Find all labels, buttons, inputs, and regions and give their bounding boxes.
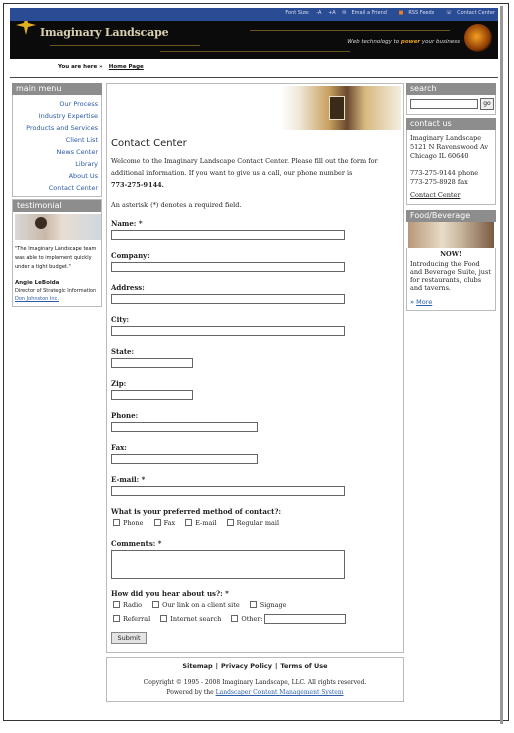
name-input[interactable] — [111, 230, 345, 240]
food-text: Introducing the Food and Beverage Suite, just for restaurants, clubs and taverns. — [410, 260, 491, 292]
footer-links: Sitemap | Privacy Policy | Terms of Use — [182, 662, 328, 670]
required-note: An asterisk (*) denotes a required field. — [111, 201, 242, 209]
font-increase-link[interactable]: +A — [328, 10, 336, 16]
address-input[interactable] — [111, 294, 345, 304]
search-box — [406, 95, 496, 115]
option-label: Regular mail — [236, 519, 280, 527]
footer-terms-link[interactable]: Terms of Use — [280, 662, 328, 670]
option-label: Referral — [123, 615, 151, 623]
phone-label: Phone: — [111, 411, 139, 420]
option-label: Fax — [163, 519, 176, 527]
tagline-bold: power — [400, 39, 421, 45]
contact-method-mail[interactable] — [227, 519, 279, 527]
contact-method-email[interactable] — [185, 519, 216, 527]
option-label: Internet search — [170, 615, 222, 623]
building-door — [329, 96, 345, 120]
contact-method-options — [113, 519, 287, 527]
testimonial-photo — [15, 214, 101, 240]
rss-link[interactable] — [394, 10, 435, 16]
font-decrease-link[interactable]: -A — [316, 10, 322, 16]
comments-label: Comments: * — [111, 539, 162, 548]
comments-textarea[interactable] — [111, 550, 345, 579]
food-box — [406, 248, 496, 311]
food-title: Food/Beverage — [406, 210, 496, 222]
circuit-line — [250, 30, 450, 31]
contact-method-label: What is your preferred method of contact?: — [111, 507, 282, 516]
contact-phone: 773-275-9144 phone — [410, 169, 479, 177]
menu-item-contact-center[interactable]: Contact Center — [48, 184, 98, 192]
contact-us-title: contact us — [406, 118, 496, 130]
menu-item-about-us[interactable]: About Us — [68, 172, 98, 180]
main-menu-title: main menu — [12, 83, 102, 95]
right-sidebar — [406, 83, 496, 311]
zip-label: Zip: — [111, 379, 127, 388]
intro-text — [111, 155, 399, 191]
contact-street: 5121 N Ravenswood Av — [410, 143, 489, 151]
option-label: Radio — [123, 601, 143, 609]
checkbox[interactable] — [113, 615, 120, 622]
rss-label: RSS Feeds — [408, 10, 435, 16]
hear-signage[interactable] — [250, 601, 287, 609]
copyright: Copyright © 1995 - 2008 Imaginary Landscape, LLC. All rights reserved. — [143, 679, 367, 686]
food-now: NOW! — [440, 250, 462, 258]
testimonial-name: Angie LeBoida — [15, 280, 60, 286]
hear-about-row-1 — [113, 601, 295, 609]
contact-method-fax[interactable] — [154, 519, 176, 527]
city-input[interactable] — [111, 326, 345, 336]
font-size-label: Font Size: — [285, 10, 310, 16]
utility-tools — [280, 10, 495, 16]
checkbox[interactable] — [154, 519, 161, 526]
footer — [106, 657, 404, 702]
rss-icon: ■ — [398, 10, 404, 16]
checkbox[interactable] — [227, 519, 234, 526]
tagline — [347, 39, 460, 45]
company-input[interactable] — [111, 262, 345, 272]
menu-item-industry-expertise[interactable]: Industry Expertise — [38, 112, 98, 120]
checkbox[interactable] — [231, 615, 238, 622]
page-title: Contact Center — [111, 138, 187, 149]
left-sidebar — [12, 83, 102, 307]
option-label: Other: — [241, 615, 263, 623]
testimonial-title: testimonial — [13, 200, 101, 212]
logo-orb-icon — [464, 24, 492, 52]
option-label: Our link on a client site — [162, 601, 240, 609]
name-label: Name: * — [111, 219, 143, 228]
menu-item-library[interactable]: Library — [75, 160, 98, 168]
contact-center-link[interactable]: Contact Center — [410, 191, 461, 199]
search-input[interactable] — [410, 99, 478, 109]
page-shadow — [500, 6, 503, 724]
contact-center-top-label: Contact Center — [457, 10, 495, 16]
hear-client-site[interactable] — [152, 601, 240, 609]
intro-phone: 773-275-9144. — [111, 181, 164, 189]
menu-item-our-process[interactable]: Our Process — [59, 100, 98, 108]
chat-icon: ☏ — [445, 10, 453, 16]
tagline-pre: Web technology to — [347, 39, 400, 45]
breadcrumb-home-link[interactable]: Home Page — [108, 64, 144, 70]
breadcrumb — [58, 64, 144, 70]
testimonial-company-link[interactable]: Don Johnston Inc. — [15, 296, 59, 302]
state-input[interactable] — [111, 358, 193, 368]
main-content — [106, 83, 404, 653]
hear-referral[interactable] — [113, 615, 150, 623]
header-photo — [281, 86, 401, 130]
testimonial-quote: "The Imaginary Landscape team was able to implement quickly under a tight budget." — [15, 246, 97, 270]
cms-link[interactable]: Landscaper Content Management System — [215, 689, 344, 696]
checkbox[interactable] — [113, 519, 120, 526]
company-label: Company: — [111, 251, 150, 260]
fax-input[interactable] — [111, 454, 258, 464]
powered-by-label: Powered by the — [166, 689, 214, 696]
circuit-line — [50, 45, 200, 46]
submit-button[interactable]: Submit — [111, 632, 147, 644]
site-logo[interactable]: Imaginary Landscape — [40, 26, 169, 39]
checkbox[interactable] — [185, 519, 192, 526]
email-friend-link[interactable]: ✉ Email a Friend — [342, 10, 387, 16]
hear-other[interactable] — [231, 615, 345, 623]
option-label: Phone — [123, 519, 144, 527]
city-label: City: — [111, 315, 130, 324]
checkbox[interactable] — [113, 601, 120, 608]
food-image — [408, 222, 494, 248]
contact-company: Imaginary Landscape — [410, 134, 482, 142]
contact-us-box — [406, 130, 496, 205]
phone-input[interactable] — [111, 422, 258, 432]
footer-sitemap-link[interactable]: Sitemap — [182, 662, 213, 670]
food-more-link[interactable]: More — [416, 298, 433, 306]
utility-bar — [10, 8, 498, 21]
contact-center-top-link[interactable] — [441, 10, 495, 16]
hear-internet-search[interactable] — [160, 615, 221, 623]
breadcrumb-label: You are here » — [58, 64, 103, 70]
tagline-post: your business — [421, 39, 460, 45]
zip-input[interactable] — [111, 390, 193, 400]
menu-item-client-list[interactable]: Client List — [65, 136, 98, 144]
more-arrow-icon: » — [410, 298, 415, 306]
hear-about-row-2 — [113, 614, 346, 624]
header-banner — [10, 21, 498, 59]
search-title: search — [406, 83, 496, 95]
email-label: E-mail: * — [111, 475, 146, 484]
testimonial-box — [12, 199, 102, 307]
contact-method-phone[interactable] — [113, 519, 144, 527]
powered-by — [107, 689, 403, 696]
intro-body: Welcome to the Imaginary Landscape Contact Center. Please fill out the form for additional information. If you want to give us a call, our phone number is — [111, 157, 378, 177]
menu-item-products-services[interactable]: Products and Services — [26, 124, 98, 132]
testimonial-role: Director of Strategic Information — [15, 288, 97, 294]
other-input[interactable] — [264, 614, 346, 624]
testimonial-author — [13, 275, 101, 306]
search-go-button[interactable]: go — [480, 98, 494, 110]
contact-city: Chicago IL 60640 — [410, 152, 469, 160]
footer-privacy-link[interactable]: Privacy Policy — [221, 662, 272, 670]
option-label: E-mail — [195, 519, 217, 527]
contact-fax: 773-275-8928 fax — [410, 178, 468, 186]
address-label: Address: — [111, 283, 145, 292]
email-friend-label: Email a Friend — [351, 10, 387, 16]
circuit-line — [160, 51, 350, 52]
email-input[interactable] — [111, 486, 345, 496]
state-label: State: — [111, 347, 135, 356]
divider — [10, 77, 498, 78]
fax-label: Fax: — [111, 443, 127, 452]
checkbox[interactable] — [250, 601, 257, 608]
menu-item-news-center[interactable]: News Center — [56, 148, 98, 156]
logo-star-icon — [14, 21, 38, 37]
hear-about-label: How did you hear about us?: * — [111, 589, 229, 598]
checkbox[interactable] — [152, 601, 159, 608]
checkbox[interactable] — [160, 615, 167, 622]
hear-radio[interactable] — [113, 601, 142, 609]
main-menu — [12, 95, 102, 197]
option-label: Signage — [259, 601, 287, 609]
